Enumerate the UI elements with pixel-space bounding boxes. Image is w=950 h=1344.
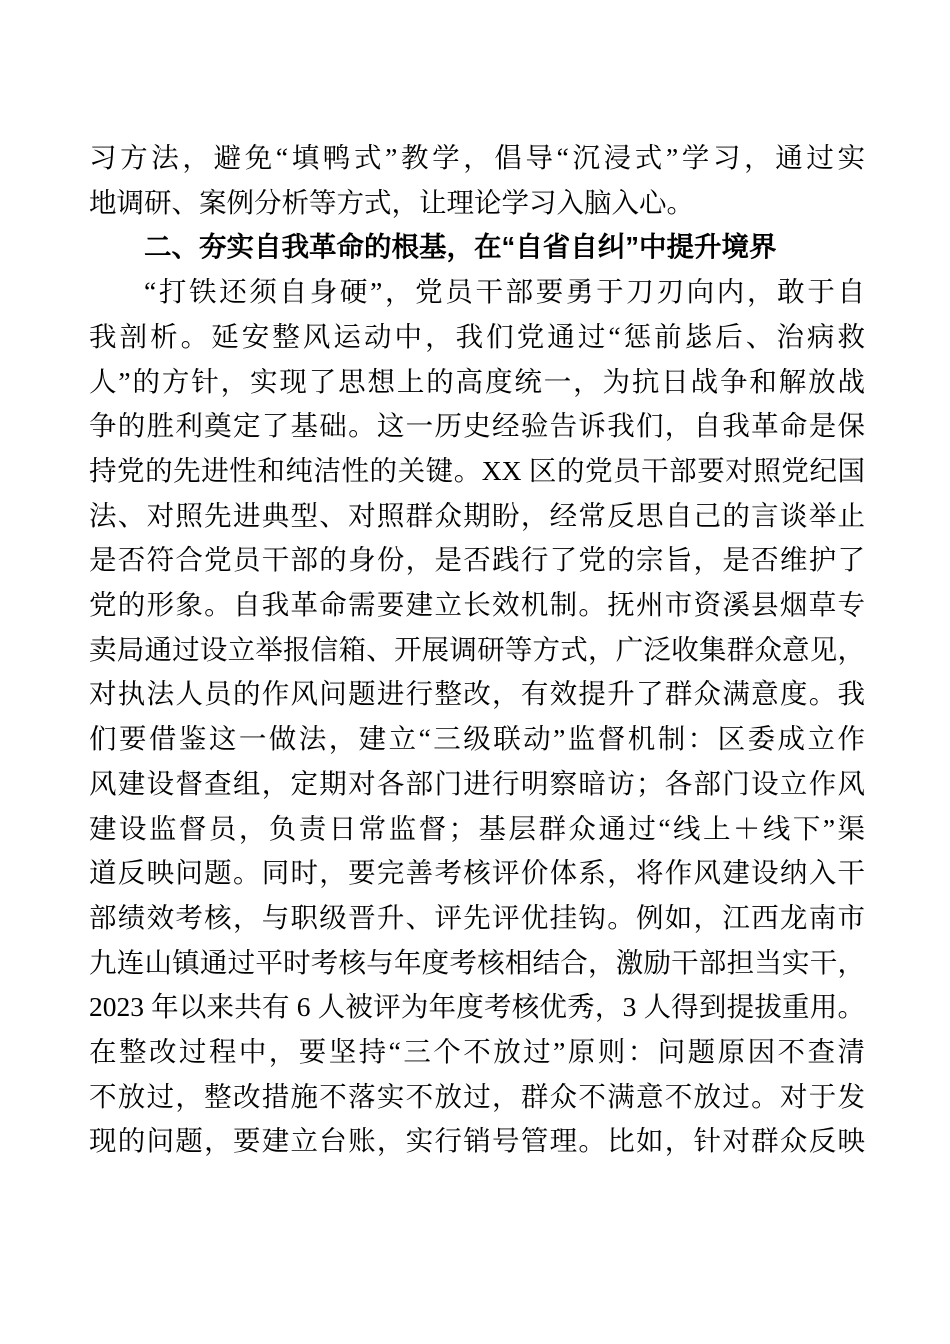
- body-line: 争的胜利奠定了基础。这一历史经验告诉我们，自我革命是保: [89, 410, 865, 442]
- body-line: 对执法人员的作风问题进行整改，有效提升了群众满意度。我: [89, 678, 865, 710]
- body-line: 地调研、案例分析等方式，让理论学习入脑入心。: [89, 186, 694, 218]
- body-line: 党的形象。自我革命需要建立长效机制。抚州市资溪县烟草专: [89, 589, 865, 621]
- body-line: 人”的方针，实现了思想上的高度统一，为抗日战争和解放战: [89, 365, 865, 397]
- body-line: 我剖析。延安整风运动中，我们党通过“惩前毖后、治病救: [89, 320, 865, 352]
- body-line: 是否符合党员干部的身份，是否践行了党的宗旨，是否维护了: [89, 544, 865, 576]
- body-line: 习方法，避免“填鸭式”教学，倡导“沉浸式”学习，通过实: [89, 142, 865, 173]
- body-line: 持党的先进性和纯洁性的关键。XX 区的党员干部要对照党纪国: [89, 454, 865, 486]
- body-line: 不放过，整改措施不落实不放过，群众不满意不放过。对于发: [89, 1080, 865, 1112]
- body-line: 法、对照先进典型、对照群众期盼，经常反思自己的言谈举止: [89, 499, 865, 531]
- body-line: 们要借鉴这一做法，建立“三级联动”监督机制：区委成立作: [89, 723, 865, 755]
- document-body: [89, 136, 865, 1164]
- body-line: 道反映问题。同时，要完善考核评价体系，将作风建设纳入干: [89, 857, 865, 889]
- body-line: 风建设督查组，定期对各部门进行明察暗访；各部门设立作风: [89, 767, 865, 799]
- body-line: 九连山镇通过平时考核与年度考核相结合，激励干部担当实干，: [89, 946, 865, 978]
- body-line: 在整改过程中，要坚持“三个不放过”原则：问题原因不查清: [89, 1036, 865, 1068]
- section-heading: 二、夯实自我革命的根基，在“自省自纠”中提升境界: [144, 231, 777, 263]
- body-line: 建设监督员，负责日常监督；基层群众通过“线上＋线下”渠: [89, 812, 865, 844]
- body-line: 现的问题，要建立台账，实行销号管理。比如，针对群众反映: [89, 1125, 865, 1157]
- body-line: 卖局通过设立举报信箱、开展调研等方式，广泛收集群众意见，: [89, 633, 865, 665]
- body-line: 2023 年以来共有 6 人被评为年度考核优秀，3 人得到提拔重用。: [89, 991, 865, 1023]
- body-line: “打铁还须自身硬”，党员干部要勇于刀刃向内，敢于自: [144, 276, 865, 308]
- body-line: 部绩效考核，与职级晋升、评先评优挂钩。例如，江西龙南市: [89, 901, 865, 933]
